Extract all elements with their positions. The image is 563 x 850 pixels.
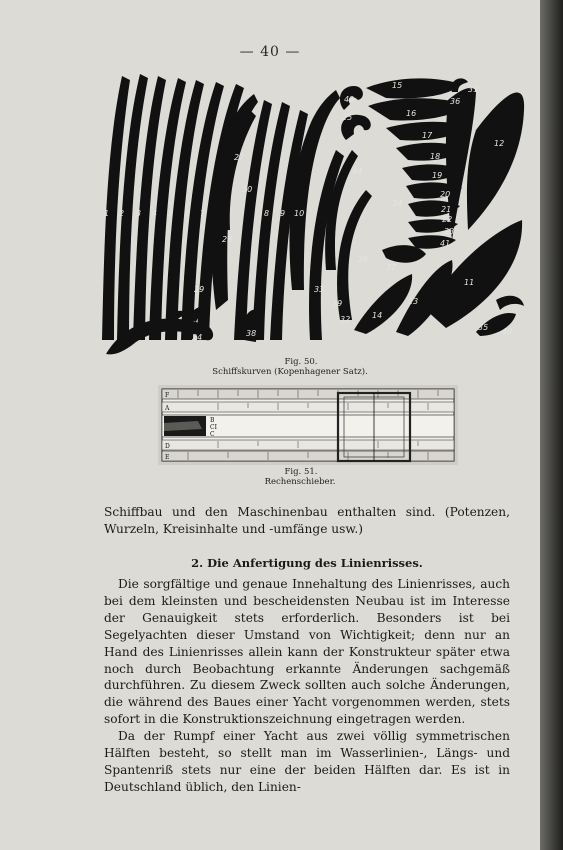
fig51-caption: Rechenschieber.: [264, 477, 336, 487]
curve-label: 9: [280, 209, 286, 218]
curve-label: 44: [352, 167, 363, 176]
curve-label: 11: [464, 278, 475, 287]
curve-label: 39: [332, 299, 343, 308]
curve-label: 14: [372, 311, 383, 320]
body-text: [104, 576, 510, 796]
curve-label: 38: [246, 329, 257, 338]
curve-label: 7: [200, 209, 206, 218]
curve-label: 32: [340, 315, 351, 324]
curve-label: 24: [192, 333, 203, 342]
scale-letter: E: [165, 454, 170, 461]
curve-label: 19: [432, 171, 443, 180]
fig50-caption: Schiffskurven (Kopenhagener Satz).: [212, 367, 368, 377]
curve-label: 4: [152, 209, 158, 218]
curve-label: 18: [430, 152, 441, 161]
curve-label: 2: [119, 209, 125, 218]
curve-label: 35: [478, 323, 489, 332]
curve-label: 30: [242, 185, 253, 194]
paragraph: Da der Rumpf einer Yacht aus zwei völlig symmetrischen Hälften besteht, so stellt man im Wasserlinien-, Längs- und Spantenriß stets nur eine der beiden Hälften dar. Es ist in Deutschland üblich, den Linien-: [104, 729, 510, 794]
curve-label: 22: [442, 215, 453, 224]
curve-label: 34: [392, 199, 403, 208]
section-heading: 2. Die Anfertigung des Linienrisses.: [191, 556, 423, 570]
curve-label: 25: [342, 113, 353, 122]
fig51-number: Fig. 51.: [284, 467, 318, 477]
curve-label: 36: [450, 97, 461, 106]
curve-shape: [496, 296, 524, 310]
curve-shape: [467, 93, 524, 230]
curve-label: 41: [440, 239, 451, 248]
curve-label: 40: [502, 327, 513, 336]
curve-label: 49: [344, 95, 355, 104]
scale-letter: D: [165, 443, 170, 450]
paragraph: Die sorgfältige und genaue Innehaltung des Linienrisses, auch bei dem kleinsten und bescheidensten Neubau ist im Interesse der Genauigkeit stets erforderlich. Besonders ist bei Segelyachten dieser Umstand von Wichtigkeit; denn nur an Hand des Linienrisses allein kann der Konstrukteur später etwa noch durch Beobachtung erkannte Änderungen sachgemäß durchführen. Zu diesem Zweck sollten auch solche Änderungen, die während des Baues einer Yacht vorgenommen werden, stets sofort in die Konstruktionszeichnung eingetragen werden.: [104, 577, 510, 727]
curve-label: 16: [406, 109, 417, 118]
scale-letter: F: [165, 392, 170, 399]
paragraph-continuation: Schiffbau und den Maschinenbau enthalten sind. (Potenzen, Wurzeln, Kreisinhalte und -umfänge usw.): [104, 505, 510, 536]
curve-label: 26: [358, 255, 369, 264]
fig50-number: Fig. 50.: [284, 357, 318, 367]
curve-shape: [366, 78, 460, 98]
scale-letter: C: [210, 431, 215, 438]
slide-rule-figure: [158, 385, 458, 465]
curve-label: 15: [392, 81, 403, 90]
curve-label: 28: [222, 235, 233, 244]
curve-label: 8: [264, 209, 270, 218]
curve-label: 6: [185, 209, 191, 218]
curve-label: 33: [314, 285, 325, 294]
curve-label: 13: [408, 297, 419, 306]
curve-label: 23: [444, 227, 455, 236]
curve-label: 31: [468, 85, 479, 94]
curve-label: 21: [441, 205, 452, 214]
curve-label: 10: [294, 209, 305, 218]
curve-label: 1: [104, 209, 110, 218]
curve-label: 3: [136, 209, 142, 218]
scale-letter: B: [210, 417, 215, 424]
scale-letter: A: [165, 405, 170, 412]
page-number: — 40 —: [239, 44, 301, 60]
book-spine-shadow: [540, 0, 563, 850]
curve-label: 20: [440, 190, 451, 199]
curve-label: 37: [386, 263, 397, 272]
curve-label: 27: [234, 153, 245, 162]
curve-label: 17: [422, 131, 433, 140]
curve-label: 29: [194, 285, 205, 294]
ship-curves-figure: [96, 70, 526, 360]
scale-letter: CI: [210, 424, 217, 431]
curve-label: 5: [168, 209, 174, 218]
curve-label: 12: [494, 139, 505, 148]
